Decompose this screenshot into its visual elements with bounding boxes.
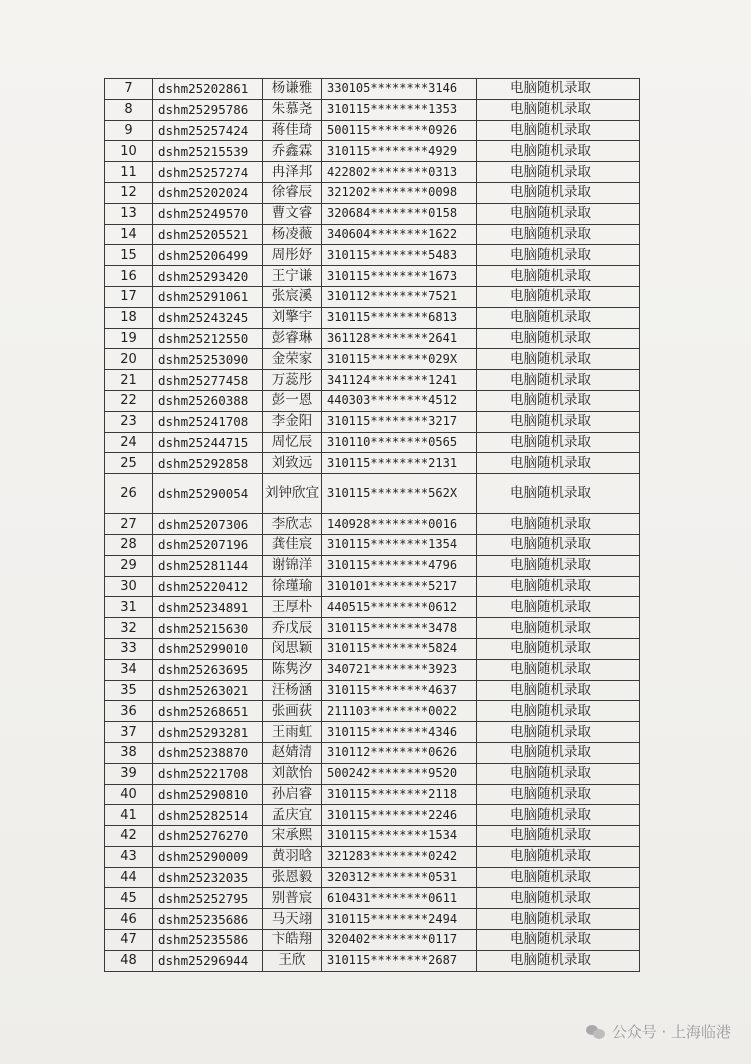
applicant-name: 陈隽汐 [263,659,322,680]
applicant-name: 刘致远 [263,453,322,474]
row-number: 29 [105,555,153,576]
applicant-id: dshm25260388 [153,390,263,411]
admission-result: 电脑随机录取 [477,474,640,514]
applicant-name: 王厚朴 [263,597,322,618]
id-card-number: 310115********562X [322,474,477,514]
id-card-number: 500115********0926 [322,120,477,141]
id-card-number: 321202********0098 [322,182,477,203]
table-row [105,763,640,784]
admission-result: 电脑随机录取 [477,909,640,930]
row-number: 23 [105,411,153,432]
applicant-name: 万蕊彤 [263,370,322,391]
table-row [105,474,640,514]
applicant-name: 张画荻 [263,701,322,722]
table-row [105,432,640,453]
table-row [105,79,640,100]
admission-result: 电脑随机录取 [477,805,640,826]
row-number: 10 [105,141,153,162]
admission-result: 电脑随机录取 [477,722,640,743]
id-card-number: 310110********0565 [322,432,477,453]
id-card-number: 310115********1353 [322,99,477,120]
applicant-name: 杨谦雅 [263,79,322,100]
id-card-number: 310101********5217 [322,576,477,597]
row-number: 44 [105,867,153,888]
table-row [105,266,640,287]
table-row [105,307,640,328]
applicant-id: dshm25257424 [153,120,263,141]
id-card-number: 440515********0612 [322,597,477,618]
table-row [105,245,640,266]
applicant-id: dshm25235686 [153,909,263,930]
applicant-name: 谢锦洋 [263,555,322,576]
row-number: 35 [105,680,153,701]
admission-result: 电脑随机录取 [477,846,640,867]
table-row [105,950,640,971]
applicant-id: dshm25244715 [153,432,263,453]
applicant-id: dshm25215630 [153,618,263,639]
applicant-name: 李金阳 [263,411,322,432]
row-number: 37 [105,722,153,743]
applicant-id: dshm25295786 [153,99,263,120]
admission-result: 电脑随机录取 [477,742,640,763]
applicant-name: 周忆辰 [263,432,322,453]
id-card-number: 310112********0626 [322,742,477,763]
applicant-id: dshm25238870 [153,742,263,763]
id-card-number: 341124********1241 [322,370,477,391]
id-card-number: 330105********3146 [322,79,477,100]
table-row [105,888,640,909]
table-row [105,203,640,224]
row-number: 9 [105,120,153,141]
row-number: 19 [105,328,153,349]
admission-result: 电脑随机录取 [477,182,640,203]
applicant-id: dshm25207196 [153,534,263,555]
applicant-name: 宋承熙 [263,826,322,847]
id-card-number: 211103********0022 [322,701,477,722]
table-row [105,99,640,120]
applicant-name: 赵婧清 [263,742,322,763]
applicant-id: dshm25241708 [153,411,263,432]
table-row [105,701,640,722]
row-number: 25 [105,453,153,474]
applicant-name: 刘擎宇 [263,307,322,328]
admission-result: 电脑随机录取 [477,701,640,722]
row-number: 17 [105,286,153,307]
id-card-number: 310115********2131 [322,453,477,474]
watermark-text: 公众号 · 上海临港 [611,1023,731,1041]
admission-result: 电脑随机录取 [477,950,640,971]
applicant-name: 黄羽晗 [263,846,322,867]
table-row [105,224,640,245]
id-card-number: 310115********2494 [322,909,477,930]
id-card-number: 321283********0242 [322,846,477,867]
table-row [105,680,640,701]
id-card-number: 310115********1673 [322,266,477,287]
admission-result: 电脑随机录取 [477,618,640,639]
id-card-number: 310115********2687 [322,950,477,971]
id-card-number: 500242********9520 [322,763,477,784]
id-card-number: 310115********4796 [322,555,477,576]
applicant-name: 张恩毅 [263,867,322,888]
applicant-id: dshm25296944 [153,950,263,971]
row-number: 26 [105,474,153,514]
id-card-number: 140928********0016 [322,514,477,535]
row-number: 21 [105,370,153,391]
admission-result: 电脑随机录取 [477,888,640,909]
applicant-name: 龚佳宸 [263,534,322,555]
row-number: 38 [105,742,153,763]
applicant-name: 卞皓翔 [263,930,322,951]
applicant-name: 王欣 [263,950,322,971]
table-row [105,659,640,680]
id-card-number: 361128********2641 [322,328,477,349]
row-number: 41 [105,805,153,826]
id-card-number: 310115********1354 [322,534,477,555]
applicant-id: dshm25234891 [153,597,263,618]
table-row [105,182,640,203]
row-number: 46 [105,909,153,930]
admission-result: 电脑随机录取 [477,638,640,659]
applicant-name: 王雨虹 [263,722,322,743]
applicant-name: 蒋佳琦 [263,120,322,141]
applicant-name: 张宸溪 [263,286,322,307]
table-row [105,846,640,867]
id-card-number: 310115********2246 [322,805,477,826]
row-number: 27 [105,514,153,535]
applicant-name: 马天翊 [263,909,322,930]
id-card-number: 310115********4346 [322,722,477,743]
applicant-id: dshm25235586 [153,930,263,951]
row-number: 16 [105,266,153,287]
table-row [105,597,640,618]
admission-result: 电脑随机录取 [477,245,640,266]
admission-result: 电脑随机录取 [477,162,640,183]
row-number: 36 [105,701,153,722]
applicant-id: dshm25263021 [153,680,263,701]
admission-result: 电脑随机录取 [477,286,640,307]
id-card-number: 320312********0531 [322,867,477,888]
table-row [105,286,640,307]
row-number: 22 [105,390,153,411]
applicant-id: dshm25220412 [153,576,263,597]
applicant-id: dshm25206499 [153,245,263,266]
applicant-id: dshm25212550 [153,328,263,349]
admission-table [104,78,640,972]
id-card-number: 340721********3923 [322,659,477,680]
admission-result: 电脑随机录取 [477,307,640,328]
admission-result: 电脑随机录取 [477,141,640,162]
row-number: 15 [105,245,153,266]
applicant-id: dshm25292858 [153,453,263,474]
table-row [105,909,640,930]
applicant-name: 汪杨涵 [263,680,322,701]
table-row [105,742,640,763]
applicant-name: 周彤妤 [263,245,322,266]
id-card-number: 310115********4929 [322,141,477,162]
admission-result: 电脑随机录取 [477,266,640,287]
admission-result: 电脑随机录取 [477,79,640,100]
table-row [105,555,640,576]
applicant-name: 刘钟欣宜 [263,474,322,514]
id-card-number: 310112********7521 [322,286,477,307]
admission-result: 电脑随机录取 [477,534,640,555]
applicant-id: dshm25243245 [153,307,263,328]
applicant-id: dshm25215539 [153,141,263,162]
applicant-id: dshm25293420 [153,266,263,287]
admission-result: 电脑随机录取 [477,659,640,680]
admission-result: 电脑随机录取 [477,597,640,618]
table-row [105,349,640,370]
id-card-number: 310115********1534 [322,826,477,847]
row-number: 32 [105,618,153,639]
applicant-name: 李欣志 [263,514,322,535]
applicant-id: dshm25249570 [153,203,263,224]
table-row [105,162,640,183]
table-row [105,453,640,474]
table-row [105,390,640,411]
applicant-name: 乔戊辰 [263,618,322,639]
admission-result: 电脑随机录取 [477,224,640,245]
watermark [586,1021,731,1042]
admission-table-body [105,79,640,972]
applicant-id: dshm25202024 [153,182,263,203]
admission-result: 电脑随机录取 [477,349,640,370]
applicant-name: 曹文睿 [263,203,322,224]
table-row [105,534,640,555]
applicant-name: 彭一恩 [263,390,322,411]
admission-result: 电脑随机录取 [477,453,640,474]
row-number: 31 [105,597,153,618]
admission-result: 电脑随机录取 [477,328,640,349]
admission-result: 电脑随机录取 [477,930,640,951]
applicant-name: 金荣家 [263,349,322,370]
applicant-id: dshm25207306 [153,514,263,535]
admission-result: 电脑随机录取 [477,390,640,411]
applicant-id: dshm25290810 [153,784,263,805]
table-row [105,867,640,888]
applicant-id: dshm25290054 [153,474,263,514]
applicant-name: 彭睿琳 [263,328,322,349]
applicant-id: dshm25281144 [153,555,263,576]
row-number: 13 [105,203,153,224]
row-number: 40 [105,784,153,805]
admission-result: 电脑随机录取 [477,120,640,141]
applicant-name: 冉泽邦 [263,162,322,183]
admission-result: 电脑随机录取 [477,763,640,784]
admission-result: 电脑随机录取 [477,370,640,391]
id-card-number: 310115********5483 [322,245,477,266]
row-number: 8 [105,99,153,120]
applicant-id: dshm25205521 [153,224,263,245]
row-number: 39 [105,763,153,784]
table-row [105,618,640,639]
applicant-id: dshm25276270 [153,826,263,847]
admission-result: 电脑随机录取 [477,99,640,120]
id-card-number: 310115********029X [322,349,477,370]
table-row [105,514,640,535]
applicant-name: 刘歆怡 [263,763,322,784]
row-number: 30 [105,576,153,597]
id-card-number: 310115********3478 [322,618,477,639]
table-row [105,638,640,659]
table-row [105,411,640,432]
admission-result: 电脑随机录取 [477,411,640,432]
applicant-id: dshm25253090 [153,349,263,370]
id-card-number: 310115********5824 [322,638,477,659]
applicant-id: dshm25290009 [153,846,263,867]
id-card-number: 310115********4637 [322,680,477,701]
applicant-id: dshm25252795 [153,888,263,909]
row-number: 11 [105,162,153,183]
table-row [105,805,640,826]
applicant-id: dshm25202861 [153,79,263,100]
applicant-name: 闵思颖 [263,638,322,659]
admission-result: 电脑随机录取 [477,514,640,535]
table-row [105,141,640,162]
applicant-name: 孙启睿 [263,784,322,805]
applicant-name: 王宁谦 [263,266,322,287]
admission-result: 电脑随机录取 [477,867,640,888]
id-card-number: 310115********6813 [322,307,477,328]
applicant-id: dshm25293281 [153,722,263,743]
applicant-name: 乔鑫霖 [263,141,322,162]
id-card-number: 320684********0158 [322,203,477,224]
row-number: 48 [105,950,153,971]
table-row [105,826,640,847]
applicant-id: dshm25282514 [153,805,263,826]
wechat-icon [586,1024,606,1040]
table-row [105,328,640,349]
row-number: 33 [105,638,153,659]
applicant-id: dshm25277458 [153,370,263,391]
table-row [105,722,640,743]
row-number: 7 [105,79,153,100]
admission-result: 电脑随机录取 [477,784,640,805]
applicant-id: dshm25299010 [153,638,263,659]
id-card-number: 320402********0117 [322,930,477,951]
applicant-name: 别普宸 [263,888,322,909]
id-card-number: 310115********2118 [322,784,477,805]
admission-result: 电脑随机录取 [477,203,640,224]
row-number: 47 [105,930,153,951]
id-card-number: 340604********1622 [322,224,477,245]
applicant-name: 杨凌薇 [263,224,322,245]
row-number: 24 [105,432,153,453]
id-card-number: 610431********0611 [322,888,477,909]
row-number: 43 [105,846,153,867]
id-card-number: 310115********3217 [322,411,477,432]
applicant-name: 徐瑾瑜 [263,576,322,597]
applicant-id: dshm25221708 [153,763,263,784]
row-number: 12 [105,182,153,203]
applicant-id: dshm25291061 [153,286,263,307]
admission-result: 电脑随机录取 [477,826,640,847]
table-row [105,930,640,951]
table-row [105,370,640,391]
applicant-id: dshm25257274 [153,162,263,183]
row-number: 20 [105,349,153,370]
admission-result: 电脑随机录取 [477,680,640,701]
applicant-name: 孟庆宜 [263,805,322,826]
applicant-id: dshm25268651 [153,701,263,722]
table-row [105,576,640,597]
table-row [105,120,640,141]
row-number: 42 [105,826,153,847]
applicant-name: 朱慕尧 [263,99,322,120]
row-number: 45 [105,888,153,909]
applicant-name: 徐睿辰 [263,182,322,203]
row-number: 34 [105,659,153,680]
id-card-number: 440303********4512 [322,390,477,411]
admission-result: 电脑随机录取 [477,432,640,453]
row-number: 14 [105,224,153,245]
admission-result: 电脑随机录取 [477,576,640,597]
applicant-id: dshm25263695 [153,659,263,680]
applicant-id: dshm25232035 [153,867,263,888]
admission-result: 电脑随机录取 [477,555,640,576]
id-card-number: 422802********0313 [322,162,477,183]
row-number: 18 [105,307,153,328]
row-number: 28 [105,534,153,555]
table-row [105,784,640,805]
